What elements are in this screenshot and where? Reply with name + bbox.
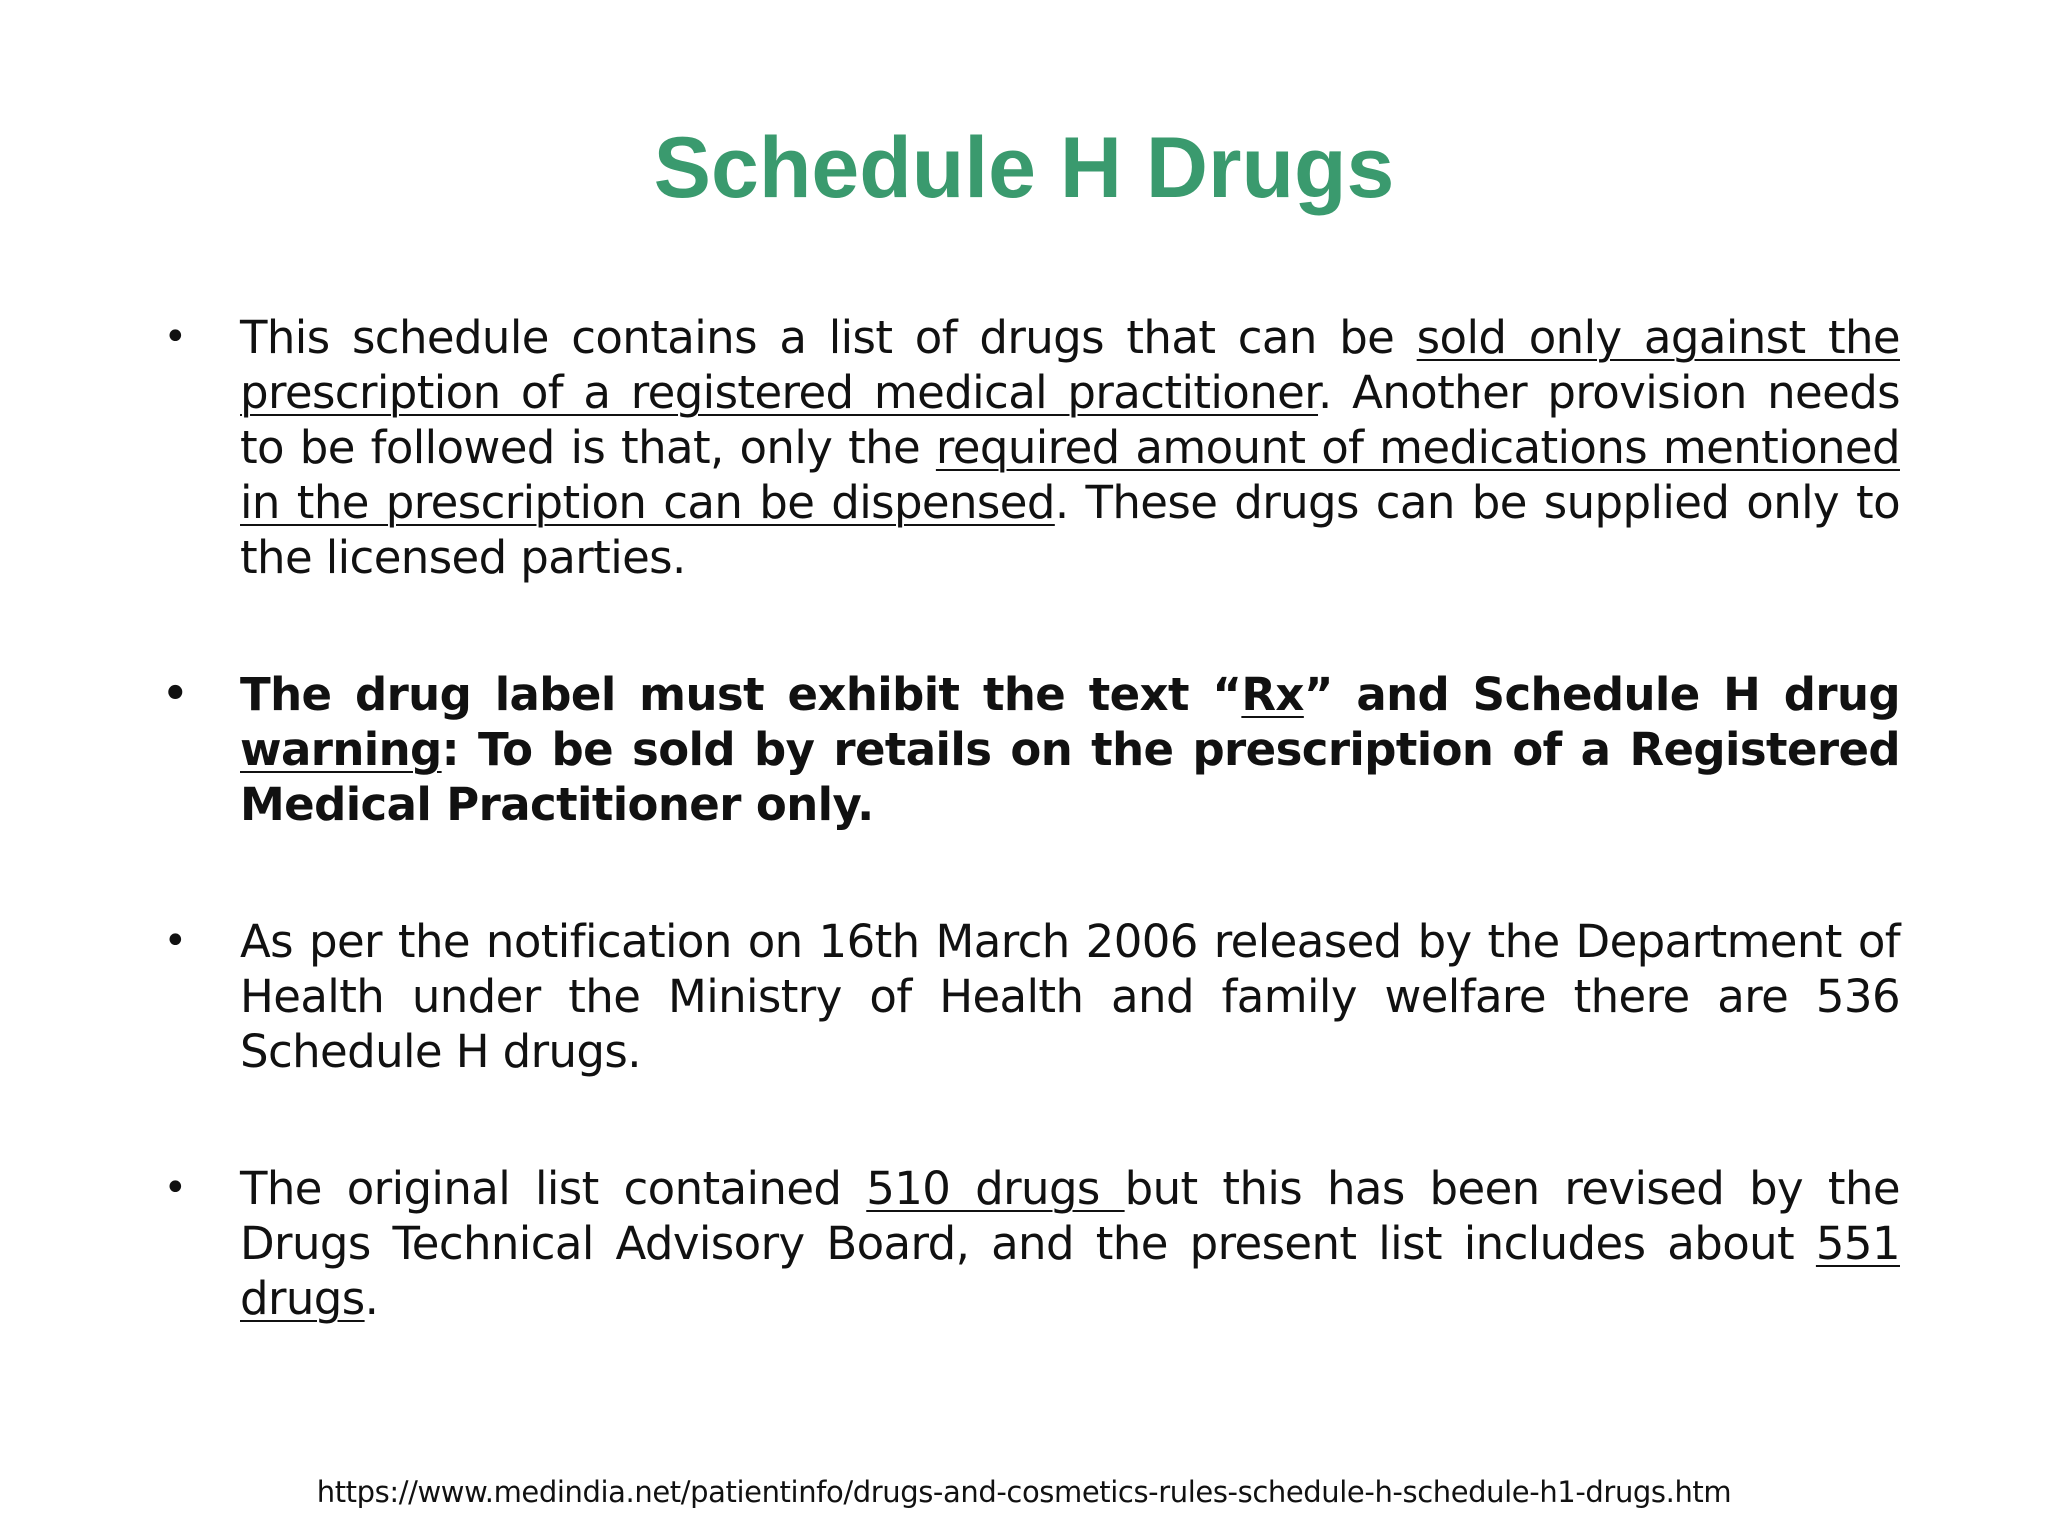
underlined-text: required amount of medications mentioned in the prescription can be dispensed [240, 421, 1900, 529]
bullet-dot: • [163, 1165, 187, 1211]
bullet-dot: • [163, 918, 187, 964]
bullet-text: . These drugs can be supplied only to the licensed parties. [240, 476, 1900, 584]
bullet-text: . [364, 1272, 379, 1325]
bullet-text: The original list contained [240, 1162, 867, 1215]
underlined-text: sold only against the prescription of a registered medical practitioner [240, 311, 1900, 419]
bullet-item [163, 1161, 1900, 1326]
bullet-text: As per the notification on 16th March 2006 released by the Department of Health under the Ministry of Health and family welfare there are 536 Schedule H drugs. [240, 915, 1900, 1078]
bullet-list [162, 310, 1901, 1326]
underlined-text: Rx [1241, 668, 1304, 721]
bullet-item [162, 667, 1900, 832]
underlined-text: warning [240, 723, 442, 776]
bullet-text: . Another provision needs to be followed is that, only the [240, 366, 1901, 474]
underlined-text: 551 drugs [240, 1217, 1900, 1325]
bullet-text: This schedule contains a list of drugs that can be [240, 311, 1417, 364]
bullet-text: but this has been revised by the Drugs Technical Advisory Board, and the present list includes about [240, 1162, 1900, 1270]
bullet-text: The drug label must exhibit the text “ [240, 668, 1242, 721]
bullet-item [163, 914, 1900, 1079]
bullet-text: ” and Schedule H drug [1303, 668, 1900, 721]
bullet-text: : To be sold by retails on the prescription of a Registered Medical Practitioner only. [240, 723, 1900, 831]
underlined-text: 510 drugs [866, 1162, 1125, 1215]
source-url: https://www.medindia.net/patientinfo/drugs-and-cosmetics-rules-schedule-h-schedule-h1-drugs.htm [316, 1475, 1732, 1509]
bullet-dot: • [163, 314, 187, 360]
bullet-item [163, 310, 1901, 585]
bullet-dot: • [162, 671, 188, 717]
slide-title: Schedule H Drugs [653, 120, 1395, 216]
